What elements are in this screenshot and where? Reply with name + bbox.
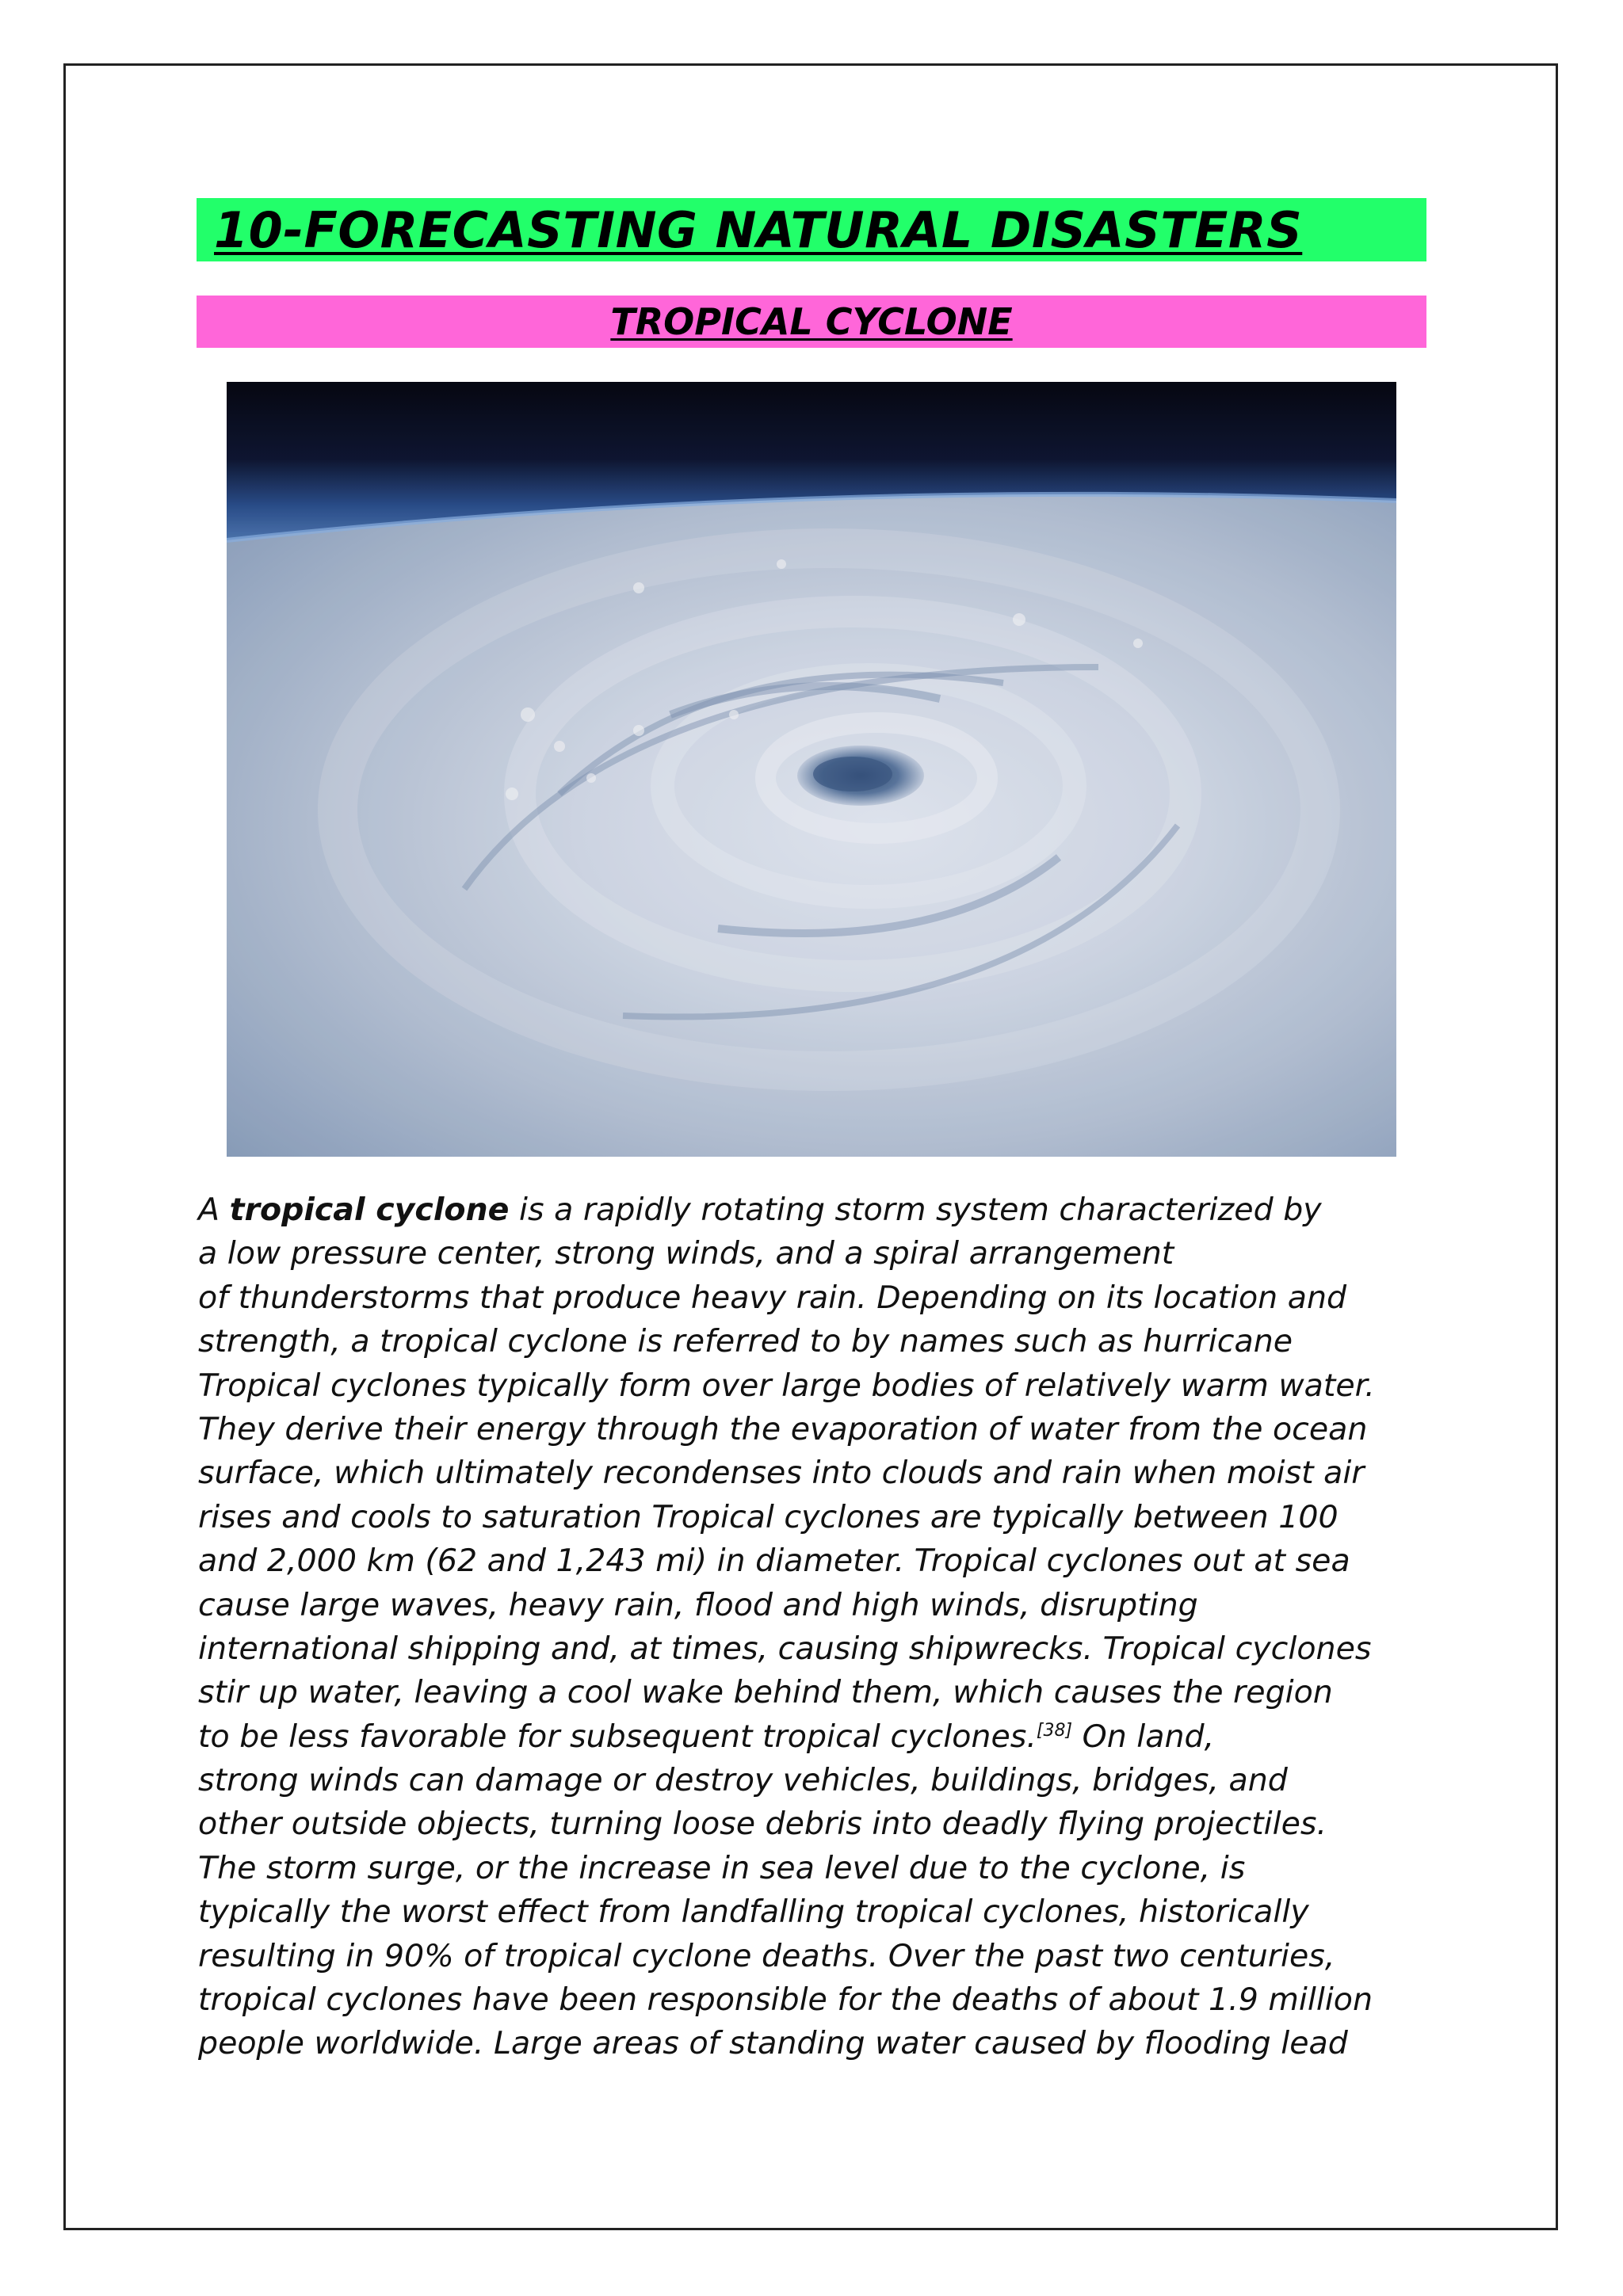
paragraph-line: and 2,000 km (62 and 1,243 mi) in diameter. Tropical cyclones out at sea [198,1543,1350,1580]
bold-term: tropical cyclone [229,1192,510,1228]
cyclone-photo [227,382,1396,1157]
paragraph-line: They derive their energy through the evaporation of water from the ocean [198,1410,1368,1447]
title-banner [197,198,1426,261]
section-heading: TROPICAL CYCLONE [610,300,1013,343]
paragraph-line: a low pressure center, strong winds, and a spiral arrangement [198,1235,1174,1272]
paragraph-line: people worldwide. Large areas of standing water caused by flooding lead [198,2025,1348,2062]
paragraph-line: cause large waves, heavy rain, flood and high winds, disrupting [198,1586,1198,1623]
cyclone-satellite-image [227,382,1396,1157]
paragraph-line: surface, which ultimately recondenses into clouds and rain when moist air [198,1455,1365,1492]
paragraph-line: Tropical cyclones typically form over large bodies of relatively warm water. [198,1367,1375,1404]
paragraph-line: A tropical cyclone is a rapidly rotating storm system characterized by [198,1192,1322,1228]
citation-reference[interactable]: [38] [1036,1720,1073,1741]
paragraph-line: other outside objects, turning loose debris into deadly flying projectiles. [198,1806,1327,1843]
article-paragraph [198,1188,1466,2066]
paragraph-line: typically the worst effect from landfalling tropical cyclones, historically [198,1894,1309,1931]
paragraph-line: tropical cyclones have been responsible for the deaths of about 1.9 million [198,1981,1373,2019]
subtitle-banner [197,296,1426,348]
page-title: 10-FORECASTING NATURAL DISASTERS [214,200,1303,259]
paragraph-line: of thunderstorms that produce heavy rain. Depending on its location and [198,1279,1347,1316]
paragraph-line: rises and cools to saturation Tropical cyclones are typically between 100 [198,1498,1338,1535]
paragraph-line: strong winds can damage or destroy vehicles, buildings, bridges, and [198,1762,1288,1799]
paragraph-line: strength, a tropical cyclone is referred to by names such as hurricane [198,1323,1293,1360]
paragraph-line: The storm surge, or the increase in sea level due to the cyclone, is [198,1849,1246,1886]
paragraph-line: international shipping and, at times, causing shipwrecks. Tropical cyclones [198,1630,1372,1667]
paragraph-line: stir up water, leaving a cool wake behind them, which causes the region [198,1674,1333,1711]
paragraph-line: to be less favorable for subsequent tropical cyclones.[38] On land, [198,1718,1215,1755]
paragraph-line: resulting in 90% of tropical cyclone deaths. Over the past two centuries, [198,1937,1335,1974]
